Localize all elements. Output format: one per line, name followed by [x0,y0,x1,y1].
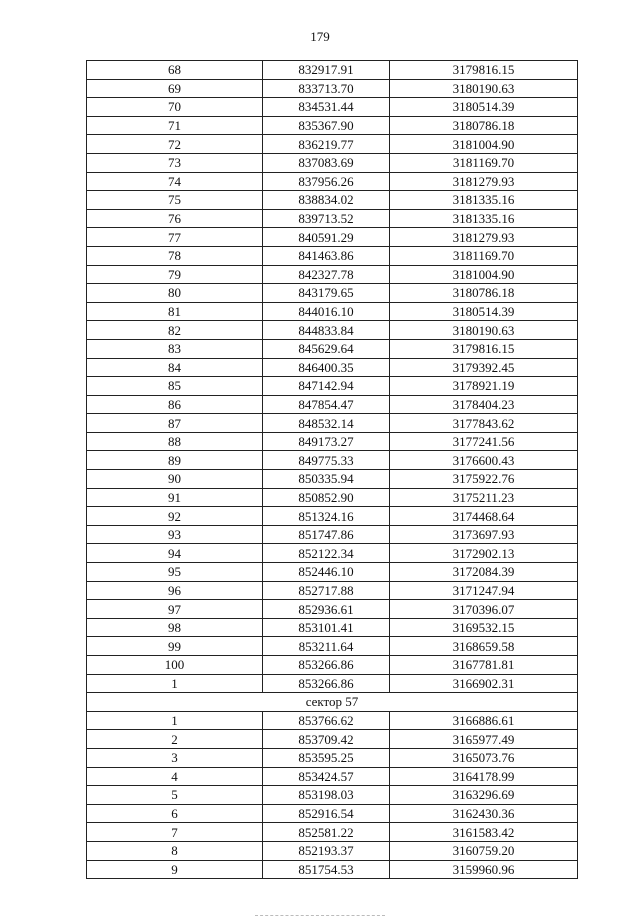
table-row [87,488,578,507]
y-coordinate-cell: 3181169.70 [390,153,578,172]
y-coordinate-cell: 3165977.49 [390,730,578,749]
point-number-cell: 75 [87,191,263,210]
table-row [87,823,578,842]
y-coordinate-cell: 3181004.90 [390,135,578,154]
y-coordinate-cell: 3166902.31 [390,674,578,693]
x-coordinate-cell: 848532.14 [263,414,390,433]
x-coordinate-cell: 853595.25 [263,748,390,767]
y-coordinate-cell: 3179816.15 [390,61,578,80]
x-coordinate-cell: 853211.64 [263,637,390,656]
x-coordinate-cell: 847142.94 [263,377,390,396]
point-number-cell: 82 [87,321,263,340]
x-coordinate-cell: 853424.57 [263,767,390,786]
table-row [87,246,578,265]
y-coordinate-cell: 3181169.70 [390,246,578,265]
point-number-cell: 100 [87,656,263,675]
x-coordinate-cell: 849173.27 [263,432,390,451]
y-coordinate-cell: 3175211.23 [390,488,578,507]
point-number-cell: 8 [87,841,263,860]
x-coordinate-cell: 853266.86 [263,674,390,693]
point-number-cell: 87 [87,414,263,433]
y-coordinate-cell: 3171247.94 [390,581,578,600]
section-title: сектор 57 [87,693,578,712]
coordinates-table-body [87,61,578,879]
y-coordinate-cell: 3162430.36 [390,804,578,823]
point-number-cell: 90 [87,470,263,489]
table-row [87,525,578,544]
y-coordinate-cell: 3165073.76 [390,748,578,767]
table-row [87,302,578,321]
point-number-cell: 74 [87,172,263,191]
x-coordinate-cell: 851754.53 [263,860,390,879]
page-number: 179 [310,29,330,44]
y-coordinate-cell: 3177843.62 [390,414,578,433]
point-number-cell: 93 [87,525,263,544]
table-row [87,470,578,489]
y-coordinate-cell: 3181335.16 [390,209,578,228]
x-coordinate-cell: 852936.61 [263,600,390,619]
y-coordinate-cell: 3160759.20 [390,841,578,860]
x-coordinate-cell: 845629.64 [263,339,390,358]
table-row [87,804,578,823]
x-coordinate-cell: 852581.22 [263,823,390,842]
y-coordinate-cell: 3179392.45 [390,358,578,377]
point-number-cell: 80 [87,284,263,303]
table-row [87,711,578,730]
point-number-cell: 4 [87,767,263,786]
y-coordinate-cell: 3181335.16 [390,191,578,210]
y-coordinate-cell: 3172084.39 [390,563,578,582]
table-row [87,98,578,117]
x-coordinate-cell: 844016.10 [263,302,390,321]
table-row [87,377,578,396]
point-number-cell: 92 [87,507,263,526]
table-row [87,544,578,563]
x-coordinate-cell: 834531.44 [263,98,390,117]
y-coordinate-cell: 3181279.93 [390,172,578,191]
y-coordinate-cell: 3174468.64 [390,507,578,526]
x-coordinate-cell: 852446.10 [263,563,390,582]
table-row [87,116,578,135]
x-coordinate-cell: 847854.47 [263,395,390,414]
table-row [87,321,578,340]
table-row [87,172,578,191]
y-coordinate-cell: 3180786.18 [390,116,578,135]
point-number-cell: 91 [87,488,263,507]
y-coordinate-cell: 3168659.58 [390,637,578,656]
y-coordinate-cell: 3170396.07 [390,600,578,619]
table-row [87,860,578,879]
y-coordinate-cell: 3180514.39 [390,98,578,117]
y-coordinate-cell: 3176600.43 [390,451,578,470]
point-number-cell: 77 [87,228,263,247]
table-row [87,730,578,749]
point-number-cell: 86 [87,395,263,414]
point-number-cell: 72 [87,135,263,154]
table-row [87,228,578,247]
table-row [87,748,578,767]
table-row [87,79,578,98]
table-row [87,563,578,582]
table-row [87,767,578,786]
table-row [87,339,578,358]
table-row [87,395,578,414]
point-number-cell: 85 [87,377,263,396]
point-number-cell: 88 [87,432,263,451]
x-coordinate-cell: 852122.34 [263,544,390,563]
x-coordinate-cell: 852193.37 [263,841,390,860]
table-row [87,618,578,637]
x-coordinate-cell: 851747.86 [263,525,390,544]
point-number-cell: 68 [87,61,263,80]
table-row [87,358,578,377]
x-coordinate-cell: 832917.91 [263,61,390,80]
y-coordinate-cell: 3167781.81 [390,656,578,675]
point-number-cell: 69 [87,79,263,98]
scan-edge-mark [255,915,385,916]
y-coordinate-cell: 3178921.19 [390,377,578,396]
point-number-cell: 76 [87,209,263,228]
x-coordinate-cell: 850852.90 [263,488,390,507]
point-number-cell: 94 [87,544,263,563]
table-row [87,656,578,675]
x-coordinate-cell: 853198.03 [263,786,390,805]
x-coordinate-cell: 838834.02 [263,191,390,210]
point-number-cell: 1 [87,711,263,730]
table-row [87,841,578,860]
table-row [87,507,578,526]
point-number-cell: 78 [87,246,263,265]
x-coordinate-cell: 844833.84 [263,321,390,340]
table-row [87,451,578,470]
table-row [87,414,578,433]
y-coordinate-cell: 3164178.99 [390,767,578,786]
y-coordinate-cell: 3166886.61 [390,711,578,730]
x-coordinate-cell: 840591.29 [263,228,390,247]
point-number-cell: 9 [87,860,263,879]
point-number-cell: 71 [87,116,263,135]
table-row [87,786,578,805]
y-coordinate-cell: 3177241.56 [390,432,578,451]
table-row [87,61,578,80]
table-row [87,637,578,656]
y-coordinate-cell: 3180190.63 [390,79,578,98]
point-number-cell: 2 [87,730,263,749]
table-row [87,153,578,172]
x-coordinate-cell: 853266.86 [263,656,390,675]
point-number-cell: 95 [87,563,263,582]
x-coordinate-cell: 833713.70 [263,79,390,98]
x-coordinate-cell: 846400.35 [263,358,390,377]
point-number-cell: 99 [87,637,263,656]
table-row [87,674,578,693]
y-coordinate-cell: 3175922.76 [390,470,578,489]
y-coordinate-cell: 3180786.18 [390,284,578,303]
x-coordinate-cell: 836219.77 [263,135,390,154]
y-coordinate-cell: 3172902.13 [390,544,578,563]
point-number-cell: 89 [87,451,263,470]
x-coordinate-cell: 850335.94 [263,470,390,489]
x-coordinate-cell: 852717.88 [263,581,390,600]
y-coordinate-cell: 3173697.93 [390,525,578,544]
table-row [87,209,578,228]
point-number-cell: 70 [87,98,263,117]
x-coordinate-cell: 842327.78 [263,265,390,284]
x-coordinate-cell: 837083.69 [263,153,390,172]
point-number-cell: 97 [87,600,263,619]
point-number-cell: 79 [87,265,263,284]
table-row [87,581,578,600]
table-row [87,600,578,619]
y-coordinate-cell: 3178404.23 [390,395,578,414]
y-coordinate-cell: 3161583.42 [390,823,578,842]
x-coordinate-cell: 851324.16 [263,507,390,526]
y-coordinate-cell: 3181279.93 [390,228,578,247]
point-number-cell: 83 [87,339,263,358]
y-coordinate-cell: 3169532.15 [390,618,578,637]
y-coordinate-cell: 3179816.15 [390,339,578,358]
y-coordinate-cell: 3159960.96 [390,860,578,879]
section-row [87,693,578,712]
x-coordinate-cell: 843179.65 [263,284,390,303]
point-number-cell: 81 [87,302,263,321]
x-coordinate-cell: 852916.54 [263,804,390,823]
x-coordinate-cell: 837956.26 [263,172,390,191]
y-coordinate-cell: 3180190.63 [390,321,578,340]
table-row [87,265,578,284]
x-coordinate-cell: 839713.52 [263,209,390,228]
point-number-cell: 3 [87,748,263,767]
x-coordinate-cell: 853101.41 [263,618,390,637]
x-coordinate-cell: 841463.86 [263,246,390,265]
table-row [87,135,578,154]
point-number-cell: 5 [87,786,263,805]
table-row [87,432,578,451]
point-number-cell: 98 [87,618,263,637]
point-number-cell: 73 [87,153,263,172]
point-number-cell: 6 [87,804,263,823]
y-coordinate-cell: 3180514.39 [390,302,578,321]
x-coordinate-cell: 835367.90 [263,116,390,135]
table-row [87,284,578,303]
y-coordinate-cell: 3163296.69 [390,786,578,805]
table-row [87,191,578,210]
x-coordinate-cell: 853709.42 [263,730,390,749]
point-number-cell: 84 [87,358,263,377]
x-coordinate-cell: 849775.33 [263,451,390,470]
x-coordinate-cell: 853766.62 [263,711,390,730]
point-number-cell: 1 [87,674,263,693]
y-coordinate-cell: 3181004.90 [390,265,578,284]
point-number-cell: 7 [87,823,263,842]
coordinates-table [86,60,578,879]
point-number-cell: 96 [87,581,263,600]
